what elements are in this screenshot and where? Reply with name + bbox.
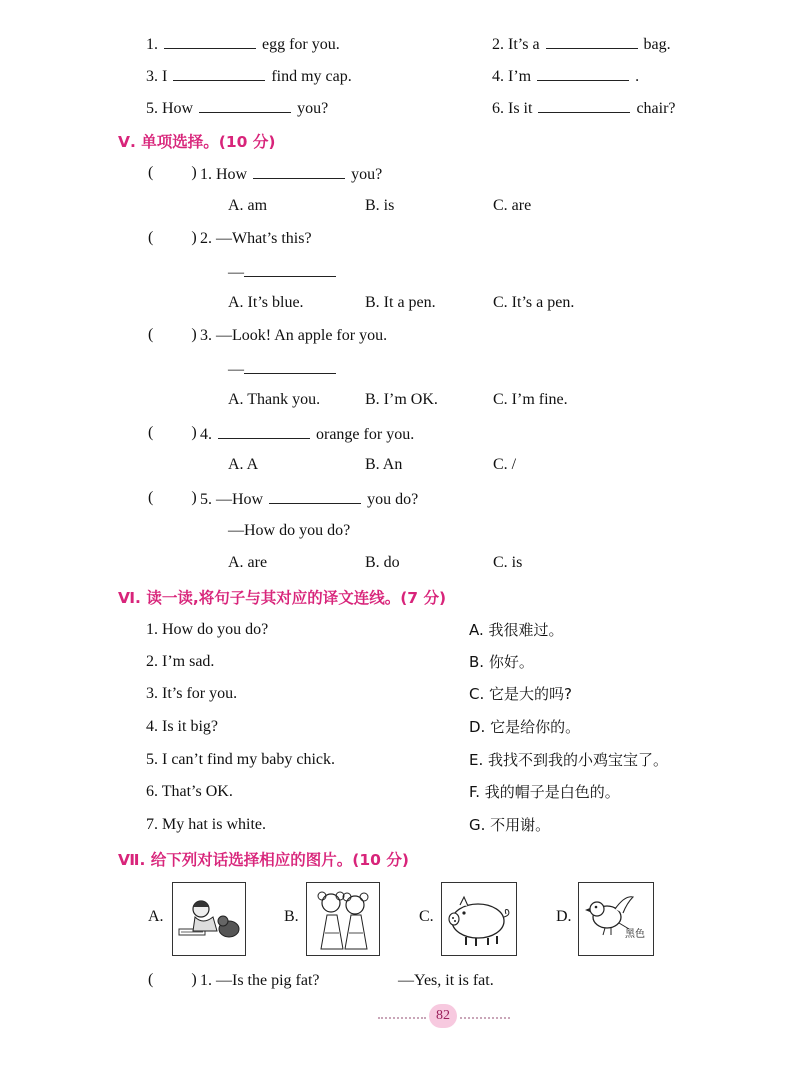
stem-text: you do? xyxy=(367,491,419,508)
answer-blank[interactable] xyxy=(164,34,256,49)
stem-text: 1. How xyxy=(200,166,248,183)
answer-blank[interactable] xyxy=(173,66,265,81)
fill-in-item-2 xyxy=(492,34,671,55)
match-right-g[interactable]: G. 不用谢。 xyxy=(469,816,551,834)
stem-text: 5. —How xyxy=(200,491,264,508)
question-stem: 2. —What’s this? xyxy=(200,230,312,247)
item-text: chair? xyxy=(636,100,676,117)
item-number: 1. xyxy=(146,36,158,53)
match-left-4[interactable]: 4. Is it big? xyxy=(146,718,218,735)
option-a[interactable]: A. am xyxy=(228,197,268,214)
pig-picture-icon[interactable] xyxy=(441,882,517,956)
item-text: egg for you. xyxy=(262,36,340,53)
match-right-c[interactable]: C. 它是大的吗? xyxy=(469,685,572,703)
answer-blank[interactable] xyxy=(244,262,336,277)
option-b[interactable]: B. An xyxy=(365,456,403,473)
option-c[interactable]: C. I’m fine. xyxy=(493,391,568,408)
answer-line xyxy=(228,359,342,380)
option-c[interactable]: C. It’s a pen. xyxy=(493,294,575,311)
paren-open: ( xyxy=(148,326,154,343)
fill-in-item-6 xyxy=(492,98,676,119)
match-left-5[interactable]: 5. I can’t find my baby chick. xyxy=(146,751,335,768)
picture-caption: 黑色 xyxy=(625,929,645,940)
question-stem xyxy=(200,489,418,510)
footer-dots-right xyxy=(460,1017,510,1019)
paren-close: ) xyxy=(191,229,197,246)
stem-text: 4. xyxy=(200,426,212,443)
answer-blank[interactable] xyxy=(244,359,336,374)
picture-label-a: A. xyxy=(148,908,164,925)
item-text: find my cap. xyxy=(271,68,352,85)
dash: — xyxy=(228,361,244,378)
option-a[interactable]: A. are xyxy=(228,554,268,571)
paren-open: ( xyxy=(148,489,154,506)
answer-paren[interactable] xyxy=(148,164,197,182)
option-b[interactable]: B. It a pen. xyxy=(365,294,436,311)
section-5-title: Ⅴ. 单项选择。(10 分) xyxy=(118,133,276,151)
dash: — xyxy=(228,264,244,281)
answer-paren[interactable] xyxy=(148,971,197,989)
match-right-e[interactable]: E. 我找不到我的小鸡宝宝了。 xyxy=(469,751,669,769)
stem-text: you? xyxy=(351,166,383,183)
paren-close: ) xyxy=(191,971,197,988)
item-text: you? xyxy=(297,100,329,117)
question-stem xyxy=(200,164,382,185)
fill-in-item-3 xyxy=(146,66,352,87)
item-text: 5. How xyxy=(146,100,194,117)
fill-in-item-5 xyxy=(146,98,328,119)
match-right-d[interactable]: D. 它是给你的。 xyxy=(469,718,581,736)
answer-blank[interactable] xyxy=(253,164,345,179)
answer-paren[interactable] xyxy=(148,229,197,247)
option-c[interactable]: C. / xyxy=(493,456,517,473)
match-right-f[interactable]: F. 我的帽子是白色的。 xyxy=(469,783,620,801)
answer-paren[interactable] xyxy=(148,489,197,507)
option-b[interactable]: B. I’m OK. xyxy=(365,391,438,408)
question-answer: —Yes, it is fat. xyxy=(398,972,494,989)
item-text: 4. I’m xyxy=(492,68,532,85)
option-c[interactable]: C. are xyxy=(493,197,532,214)
paren-close: ) xyxy=(191,424,197,441)
stem-text: orange for you. xyxy=(316,426,415,443)
item-text: 6. Is it xyxy=(492,100,533,117)
option-b[interactable]: B. do xyxy=(365,554,400,571)
option-a[interactable]: A. Thank you. xyxy=(228,391,321,408)
match-left-1[interactable]: 1. How do you do? xyxy=(146,621,269,638)
page-number: 82 xyxy=(429,1004,457,1028)
item-text: 2. It’s a xyxy=(492,36,540,53)
match-right-a[interactable]: A. 我很难过。 xyxy=(469,621,564,639)
question-stem: 3. —Look! An apple for you. xyxy=(200,327,388,344)
picture-label-d: D. xyxy=(556,908,572,925)
answer-blank[interactable] xyxy=(199,98,291,113)
picture-label-b: B. xyxy=(284,908,299,925)
section-6-title: Ⅵ. 读一读,将句子与其对应的译文连线。(7 分) xyxy=(118,589,447,607)
boy-with-dog-picture-icon[interactable] xyxy=(172,882,246,956)
item-text: . xyxy=(635,68,640,85)
fill-in-item-4 xyxy=(492,66,639,87)
two-girls-picture-icon[interactable] xyxy=(306,882,380,956)
match-left-6[interactable]: 6. That’s OK. xyxy=(146,783,233,800)
answer-line xyxy=(228,262,342,283)
paren-close: ) xyxy=(191,489,197,506)
match-left-2[interactable]: 2. I’m sad. xyxy=(146,653,215,670)
answer-blank[interactable] xyxy=(546,34,638,49)
match-left-7[interactable]: 7. My hat is white. xyxy=(146,816,266,833)
question-stem xyxy=(200,424,414,445)
item-text: 3. I xyxy=(146,68,168,85)
answer-blank[interactable] xyxy=(538,98,630,113)
paren-open: ( xyxy=(148,424,154,441)
paren-open: ( xyxy=(148,229,154,246)
paren-close: ) xyxy=(191,326,197,343)
answer-blank[interactable] xyxy=(537,66,629,81)
black-bird-picture-icon[interactable] xyxy=(578,882,654,956)
match-right-b[interactable]: B. 你好。 xyxy=(469,653,534,671)
paren-close: ) xyxy=(191,164,197,181)
answer-blank[interactable] xyxy=(269,489,361,504)
option-a[interactable]: A. It’s blue. xyxy=(228,294,304,311)
section-7-title: Ⅶ. 给下列对话选择相应的图片。(10 分) xyxy=(118,851,409,869)
footer-dots-left xyxy=(378,1017,426,1019)
paren-open: ( xyxy=(148,164,154,181)
option-b[interactable]: B. is xyxy=(365,197,395,214)
fill-in-item-1 xyxy=(146,34,340,55)
question-stem: 1. —Is the pig fat? xyxy=(200,972,320,989)
answer-line: —How do you do? xyxy=(228,522,351,539)
answer-blank[interactable] xyxy=(218,424,310,439)
match-left-3[interactable]: 3. It’s for you. xyxy=(146,685,238,702)
answer-paren[interactable] xyxy=(148,326,197,344)
answer-paren[interactable] xyxy=(148,424,197,442)
item-text: bag. xyxy=(643,36,671,53)
picture-label-c: C. xyxy=(419,908,434,925)
paren-open: ( xyxy=(148,971,154,988)
option-c[interactable]: C. is xyxy=(493,554,523,571)
option-a[interactable]: A. A xyxy=(228,456,259,473)
